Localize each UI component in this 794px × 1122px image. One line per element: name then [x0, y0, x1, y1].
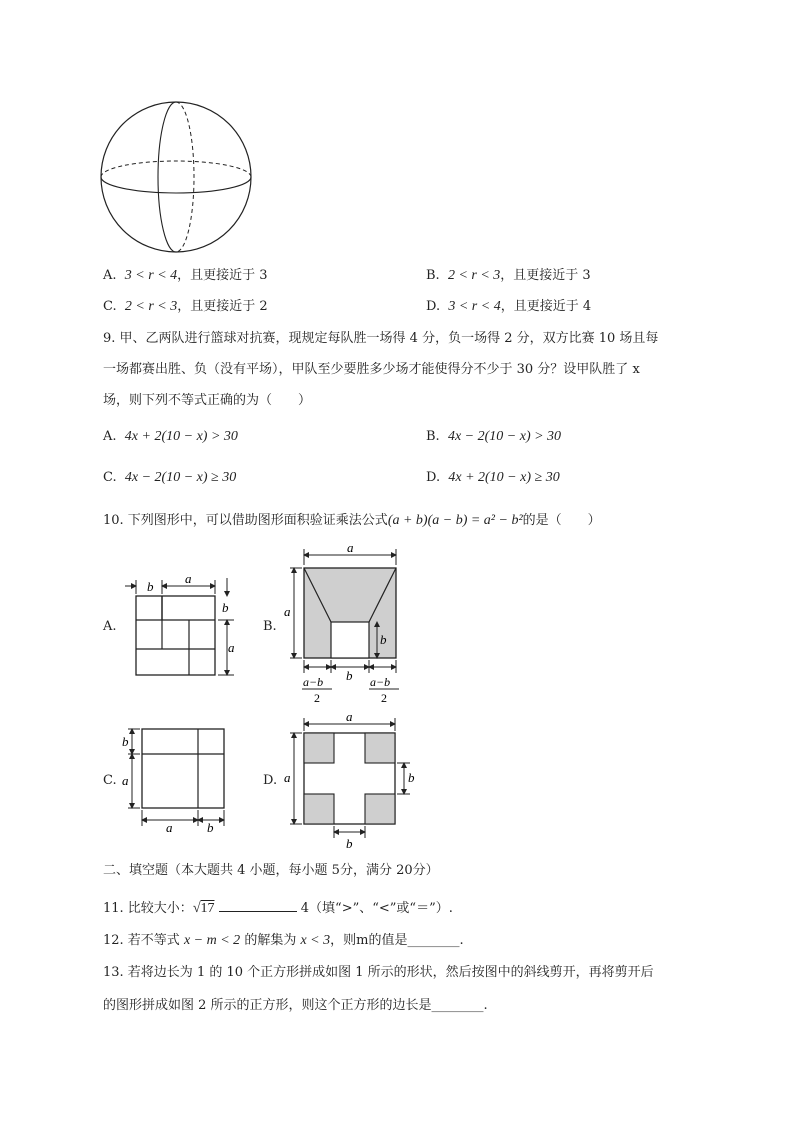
q8-option-b[interactable]: B. 2 < r < 3，且更接近于 3 [426, 268, 591, 283]
fig-a-right-a: a [228, 640, 235, 655]
q11-answer-blank[interactable] [219, 897, 297, 912]
q9-line-3: 场，则下列不等式正确的为（ ） [103, 393, 312, 408]
figure-d [282, 708, 422, 852]
sphere-figure [96, 96, 260, 260]
fig-b-frac-den-right: 2 [381, 691, 387, 705]
q12: 12. 若不等式 x − m < 2 的解集为 x < 3，则m的值是________. [103, 933, 464, 948]
q9-option-c[interactable]: C. 4x − 2(10 − x) ≥ 30 [103, 470, 237, 485]
q10-label-d[interactable]: D. [263, 773, 278, 788]
fig-b-left-a: a [284, 604, 291, 619]
q10-stem: 10. 下列图形中，可以借助图形面积验证乘法公式(a + b)(a − b) = a² − b²的是（ ） [103, 513, 601, 528]
q9-option-a[interactable]: A. 4x + 2(10 − x) > 30 [103, 429, 238, 444]
q10-label-b[interactable]: B. [263, 619, 277, 634]
q9-option-d[interactable]: D. 4x + 2(10 − x) ≥ 30 [426, 470, 560, 485]
fig-d-left-a: a [284, 770, 291, 785]
q8-option-a[interactable]: A. 3 < r < 4，且更接近于 3 [103, 268, 268, 283]
fig-a-right-b: b [222, 600, 229, 615]
fig-c-left-a: a [122, 773, 129, 788]
figure-b [282, 543, 412, 707]
fig-a-top-b: b [147, 579, 154, 594]
fig-d-bottom-b: b [346, 836, 353, 851]
fig-c-left-b: b [122, 734, 129, 749]
q9-line-1: 9. 甲、乙两队进行篮球对抗赛，现规定每队胜一场得 4 分，负一场得 2 分，双方比赛 10 场且每 [103, 331, 659, 346]
fig-c-bottom-b: b [207, 820, 214, 835]
fig-b-frac-num-right: a−b [370, 675, 391, 689]
q11: 11. 比较大小：√17 4（填“>”、“<”或“＝”）. [103, 897, 453, 918]
fig-b-frac-den-left: 2 [314, 691, 320, 705]
q9-line-2: 一场都赛出胜、负（没有平场），甲队至少要胜多少场才能使得分不少于 30 分？设甲队胜了 x [103, 362, 640, 377]
section-2-heading: 二、填空题（本大题共 4 小题，每小题 5分，满分 20分） [103, 863, 439, 878]
fig-d-top-a: a [346, 709, 353, 724]
fig-b-mid-b: b [346, 668, 353, 683]
q13-line-1: 13. 若将边长为 1 的 10 个正方形拼成如图 1 所示的形状，然后按图中的斜线剪开，再将剪开后 [103, 965, 654, 980]
fig-b-top-a: a [347, 543, 354, 555]
q8-option-d[interactable]: D. 3 < r < 4，且更接近于 4 [426, 299, 592, 314]
fig-a-top-a: a [185, 571, 192, 586]
q10-label-c[interactable]: C. [103, 773, 117, 788]
figure-c [118, 722, 238, 838]
fig-b-frac-num-left: a−b [303, 675, 324, 689]
q10-label-a[interactable]: A. [103, 619, 117, 634]
q11-radicand: 17 [200, 901, 215, 916]
fig-c-bottom-a: a [166, 820, 173, 835]
q8-option-c[interactable]: C. 2 < r < 3，且更接近于 2 [103, 299, 268, 314]
figure-a [118, 570, 248, 682]
fig-d-right-b: b [408, 770, 415, 785]
fig-b-inner-b: b [380, 632, 387, 647]
q13-line-2: 的图形拼成如图 2 所示的正方形，则这个正方形的边长是________. [103, 998, 488, 1013]
q9-option-b[interactable]: B. 4x − 2(10 − x) > 30 [426, 429, 562, 444]
